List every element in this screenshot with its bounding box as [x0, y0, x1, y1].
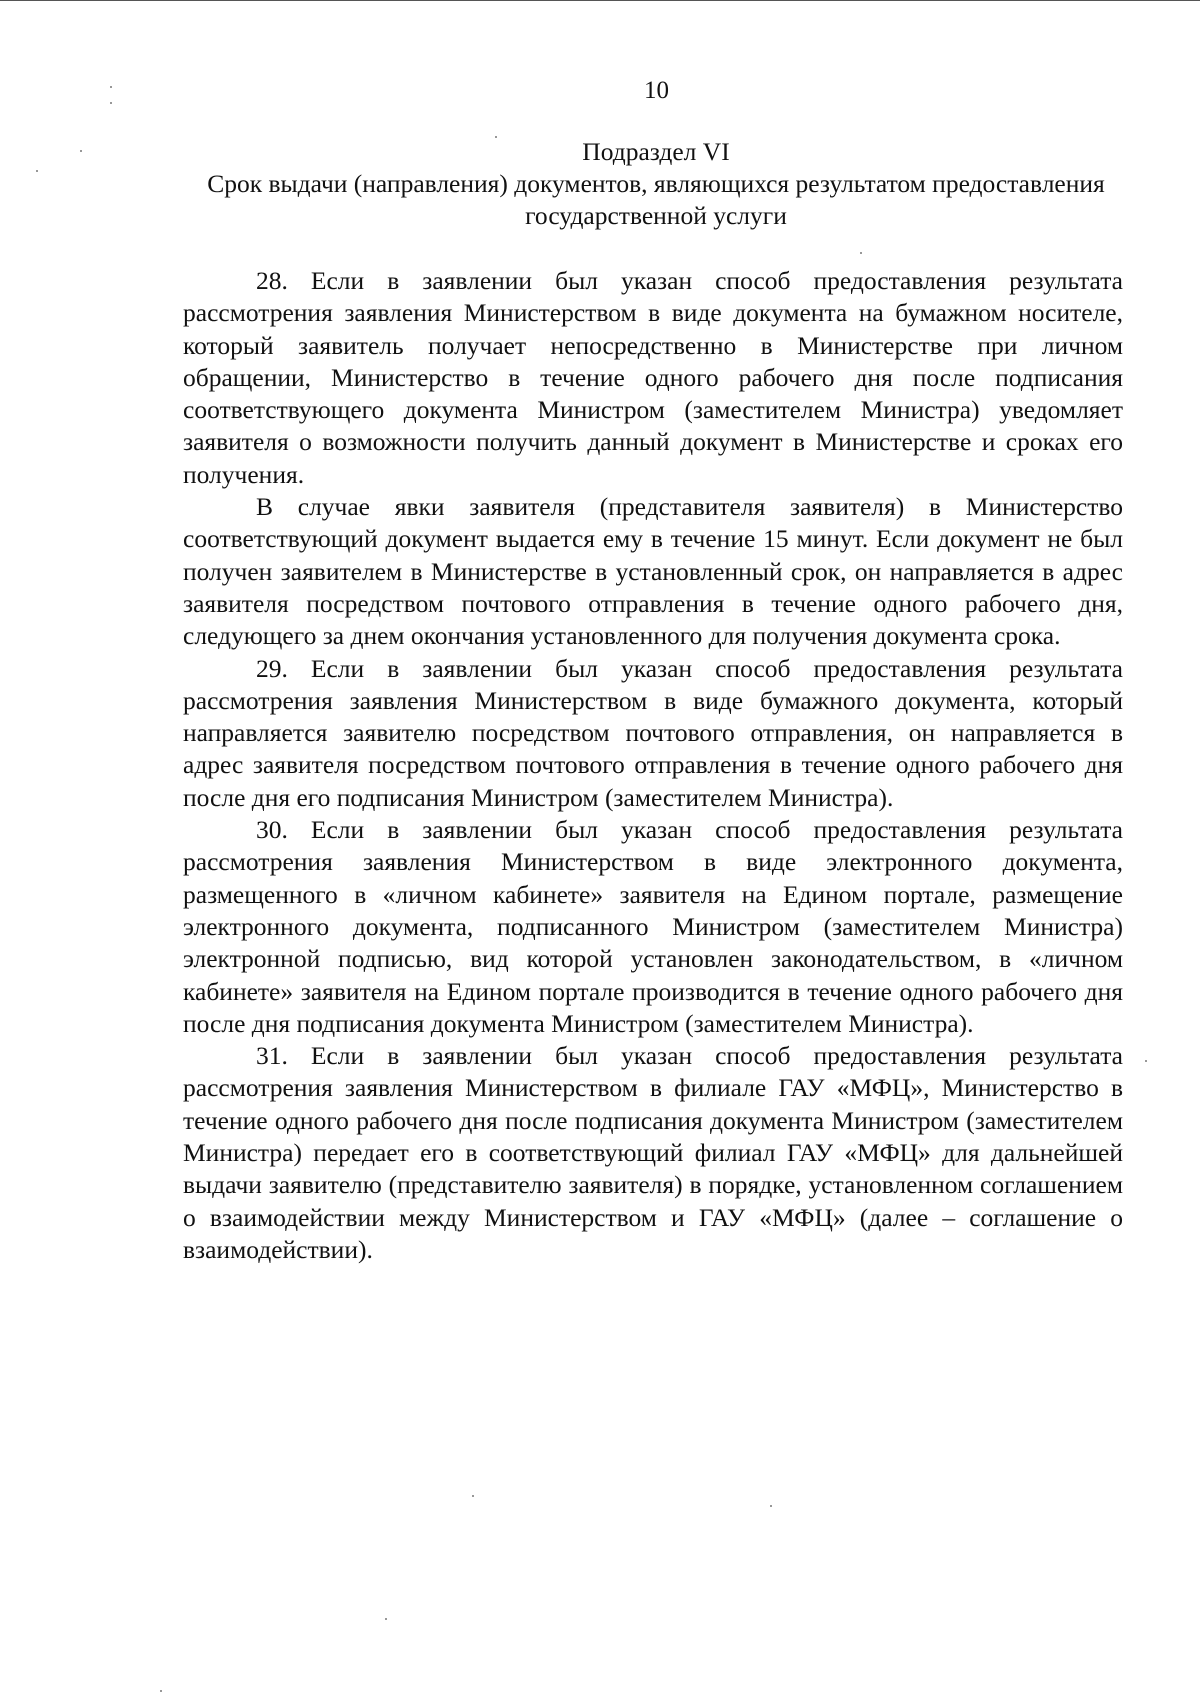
scan-speck — [110, 86, 112, 88]
document-body — [183, 265, 1123, 1266]
scan-speck — [1145, 1060, 1147, 1062]
scan-speck — [80, 150, 82, 152]
scan-speck — [160, 1690, 162, 1692]
scan-speck — [770, 1505, 772, 1507]
scan-speck — [860, 252, 862, 254]
paragraph-28: 28. Если в заявлении был указан способ предоставления результата рассмотрения заявления Министерством в виде документа на бумажном носителе, который заявитель получает непосредственно в Министерстве при личном обращении, Министерство в течение одного рабочего дня после подписания соответствующего документа Министром (заместителем Министра) уведомляет заявителя о возможности получить данный документ в Министерстве и сроках его получения. — [183, 266, 1123, 489]
paragraph-28-continued: В случае явки заявителя (представителя заявителя) в Министерство соответствующий документ выдается ему в течение 15 минут. Если документ не был получен заявителем в Министерстве в установленный срок, он направляется в адрес заявителя посредством почтового отправления в течение одного рабочего дня, следующего за днем окончания установленного для получения документа срока. — [183, 492, 1123, 651]
paragraph-31: 31. Если в заявлении был указан способ предоставления результата рассмотрения заявления Министерством в филиале ГАУ «МФЦ», Министерство в течение одного рабочего дня после подписания документа Министром (заместителем Министра) передает его в соответствующий филиал ГАУ «МФЦ» для дальнейшей выдачи заявителю (представителю заявителя) в порядке, установленном соглашением о взаимодействии между Министерством и ГАУ «МФЦ» (далее – соглашение о взаимодействии). — [183, 1041, 1123, 1264]
section-header — [180, 136, 1132, 232]
scan-speck — [472, 1495, 474, 1497]
subsection-label: Подраздел VI — [582, 137, 730, 166]
paragraph-29: 29. Если в заявлении был указан способ предоставления результата рассмотрения заявления Министерством в виде бумажного документа, который направляется заявителю посредством почтового отправления, он направляется в адрес заявителя посредством почтового отправления в течение одного рабочего дня после дня его подписания Министром (заместителем Министра). — [183, 653, 1123, 812]
scan-top-edge — [0, 0, 1200, 1]
page-number: 10 — [644, 77, 669, 104]
scan-speck — [110, 102, 112, 104]
section-title: Срок выдачи (направления) документов, являющихся результатом предоставления государственной услуги — [207, 169, 1105, 230]
scan-speck — [36, 170, 38, 172]
paragraph-30: 30. Если в заявлении был указан способ предоставления результата рассмотрения заявления Министерством в виде электронного документа, размещенного в «личном кабинете» заявителя на Едином портале, размещение электронного документа, подписанного Министром (заместителем Министра) электронной подписью, вид которой установлен законодательством, в «личном кабинете» заявителя на Едином портале производится в течение одного рабочего дня после дня подписания документа Министром (заместителем Министра). — [183, 815, 1123, 1038]
scan-speck — [495, 136, 497, 138]
scan-speck — [385, 1618, 387, 1620]
